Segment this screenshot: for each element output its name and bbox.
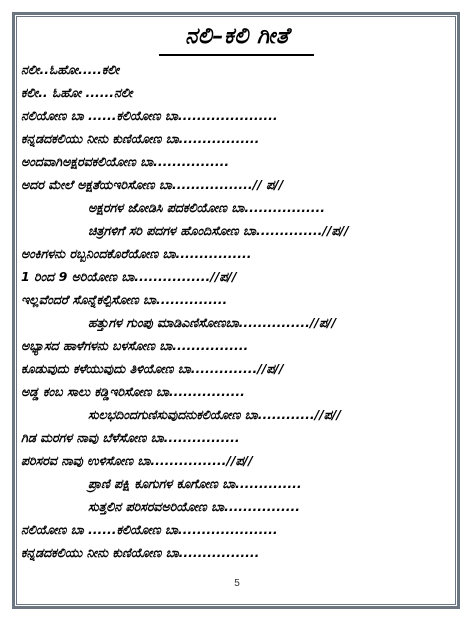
poem-line: ಕನ್ನಡದಕಲಿಯು ನೀನು ಕುಣಿಯೋಣ ಬಾ................. — [21, 545, 260, 560]
poem-line: ಇಲ್ಲವೆಂದರೆ ಸೊನ್ನೆಕಲ್ಪಿಸೋಣ ಬಾ............... — [21, 292, 228, 307]
poem-line: ನಲೀ..ಓಹೋ.....ಕಲೀ — [21, 62, 120, 77]
page-number: 5 — [234, 578, 240, 589]
poem-line: ಸುಲಭದಿಂದಗುಣಿಸುವುದನುಕಲಿಯೋಣ ಬಾ............//ಪ// — [88, 407, 341, 422]
poem-line: ಅಭ್ಯಾಸದ ಹಾಳೆಗಳನು ಬಳಸೋಣ ಬಾ................ — [21, 338, 249, 353]
poem-line: ಸುತ್ತಲಿನ ಪರಿಸರವಅರಿಯೋಣ ಬಾ................ — [88, 499, 301, 514]
poem-line: ಚಿತ್ರಗಳಿಗೆ ಸರಿ ಪದಗಳ ಹೊಂದಿಸೋಣ ಬಾ..............//ಪ// — [88, 223, 349, 238]
poem-line: 1 ರಿಂದ 9 ಅರಿಯೋಣ ಬಾ................//ಪ// — [21, 269, 237, 284]
poem-line: ಪರಿಸರವ ನಾವು ಉಳಿಸೋಣ ಬಾ................//ಪ// — [21, 453, 253, 468]
poem-line: ಕಲೀ.. ಓಹೋ ......ನಲೀ — [21, 85, 133, 100]
title-underline — [159, 54, 314, 56]
poem-line: ಅಂದವಾಗಿಅಕ್ಷರವಕಲಿಯೋಣ ಬಾ................ — [21, 154, 230, 169]
poem-line: ಅಡ್ಡ ಕಂಬ ಸಾಲು ಕಡ್ಡಿಇರಿಸೋಣ ಬಾ................ — [21, 384, 245, 399]
poem-line: ಪ್ರಾಣಿ ಪಕ್ಷಿ ಕೂಗುಗಳ ಕೂಗೋಣ ಬಾ.............. — [88, 476, 302, 491]
poem-line: ನಲಿಯೋಣ ಬಾ ......ಕಲಿಯೋಣ ಬಾ..................... — [21, 522, 278, 537]
poem-line: ಅದರ ಮೇಲೆ ಅಕ್ಷತೆಯಇರಿಸೋಣ ಬಾ.................// ಪ// — [21, 177, 284, 192]
page-title: ನಲಿ–ಕಲಿ ಗೀತೆ — [185, 24, 289, 49]
poem-line: ಅಂಕಿಗಳನು ರಬ್ಬನಿಂದಕೊರೆಯೋಣ ಬಾ................ — [21, 246, 252, 261]
poem-line: ಕನ್ನಡದಕಲಿಯು ನೀನು ಕುಣಿಯೋಣ ಬಾ................. — [21, 131, 260, 146]
poem-line: ನಲಿಯೋಣ ಬಾ ......ಕಲಿಯೋಣ ಬಾ..................... — [21, 108, 278, 123]
poem-line: ಹತ್ತುಗಳ ಗುಂಪು ಮಾಡಿಎಣಿಸೋಣಬಾ...............//ಪ// — [88, 315, 337, 330]
poem-line: ಕೂಡುವುದು ಕಳೆಯುವುದು ತಿಳಿಯೋಣ ಬಾ..............//ಪ// — [21, 361, 284, 376]
poem-line: ಅಕ್ಷರಗಳ ಜೋಡಿಸಿ ಪದಕಲಿಯೋಣ ಬಾ................. — [88, 200, 326, 215]
poem-line: ಗಿಡ ಮರಗಳ ನಾವು ಬೆಳೆಸೋಣ ಬಾ................ — [21, 430, 240, 445]
page-border-inner — [16, 16, 456, 605]
